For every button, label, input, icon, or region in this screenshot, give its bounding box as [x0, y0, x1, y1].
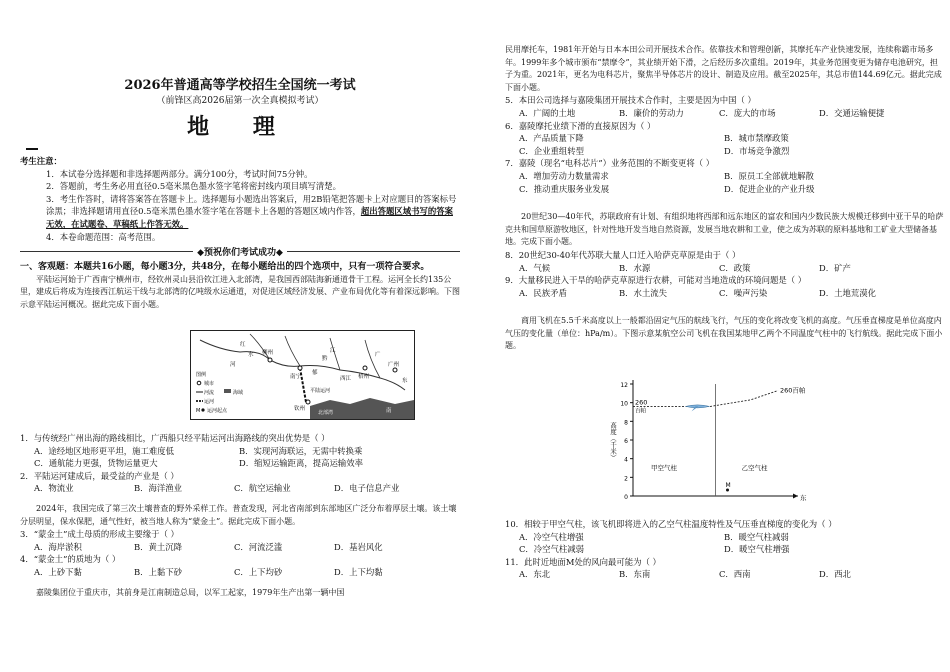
city-dot [268, 358, 272, 362]
map-label: 南 [386, 408, 392, 414]
map-label: 柳州 [262, 350, 274, 356]
map-label: 广州 [388, 362, 400, 368]
y-tick-label: 10 [620, 400, 628, 408]
notice-heading: 考生注意： [20, 156, 62, 166]
passage-1: 平陆运河始于广西南宁横州市，经钦州灵山县沿钦江进入北部湾，是我国西部陆海新通道骨干工程。运河全长约135公里，建成后将成为连接西江航运干线与北部湾的亿吨级水运通道，对促进区域经济发展、产业布局优化等有着深远影响。下图示意平陆运河概况。据此完成下面小题。 [20, 274, 460, 309]
exam-subtitle: （前锋区高2026届第一次全真模拟考试） [156, 96, 324, 106]
option-a[interactable]: A．海岸淤积 [34, 541, 82, 552]
legend-marker: M [196, 408, 201, 414]
city-dot [298, 366, 302, 370]
legend-start-icon [201, 408, 204, 411]
option-d[interactable]: D．促进企业的产业升级 [724, 183, 815, 194]
wish-text: ◆预祝你们考试成功◆ [193, 248, 287, 258]
option-b[interactable]: B．海洋渔业 [134, 483, 183, 494]
option-b[interactable]: B．廉价的劳动力 [619, 107, 684, 118]
passage-2: 2024年，我国完成了第三次土壤普查的野外采样工作。普查发现，河北省南部到东部地区广泛分布着厚层土壤。该土壤分层明显，保水保肥，通气性好，被当地人称为“蒙金土”。据此完成下面小题。 [20, 503, 457, 526]
options-row [505, 531, 945, 544]
x-axis-arrow [793, 494, 798, 499]
option-a[interactable]: A．途经地区地形更平坦，施工难度低 [34, 445, 175, 456]
city-dot [363, 366, 367, 370]
legend-item: 城市 [204, 381, 215, 387]
option-d[interactable]: D．电子信息产业 [334, 483, 400, 494]
pressure-label: 260百帕 [780, 386, 806, 395]
options-row [20, 445, 460, 458]
map-label: 红 [240, 342, 246, 348]
legend-item: 河流 [204, 390, 215, 396]
pressure-unit: 百帕 [635, 408, 647, 415]
question-stem: 8．20世纪30-40年代苏联大量人口迁入哈萨克草原是由于（ ） [505, 249, 741, 260]
question-stem: 3．“蒙金土”成土母质的形成主要缘于（ ） [20, 529, 179, 540]
question-stem: 1．与传统经广州出海的路线相比，广西船只经平陆运河出海路线的突出优势是（ ） [20, 433, 330, 443]
options-row [20, 482, 460, 495]
exam-title: 2026年普通高等学校招生全国统一考试 [124, 78, 356, 93]
options-row [505, 107, 945, 120]
option-b[interactable]: B．水土流失 [619, 287, 668, 298]
map-label: 郁 [312, 370, 318, 376]
option-b[interactable]: B．水源 [619, 262, 651, 273]
section1-block [20, 261, 460, 311]
canal-map [190, 330, 415, 420]
option-d[interactable]: D．缩短运输距离，提高运输效率 [239, 458, 363, 469]
option-c[interactable]: C．西南 [719, 569, 751, 580]
option-d[interactable]: D．市场竞争激烈 [724, 145, 790, 156]
option-d[interactable]: D．土地荒漠化 [819, 287, 876, 298]
options-row [505, 543, 945, 556]
options-row [505, 145, 945, 158]
map-label: 东 [402, 378, 408, 384]
options-row [20, 541, 460, 554]
notice-block [20, 155, 460, 243]
map-label: 梧州 [358, 374, 370, 380]
title-rule [26, 148, 38, 150]
question-stem: 6．嘉陵摩托业绩下滑的直接原因为（ ） [505, 120, 656, 131]
option-b[interactable]: B．上黏下砂 [134, 566, 183, 577]
map-label: 钦州 [294, 406, 306, 412]
option-a[interactable]: A．产品质量下降 [519, 133, 584, 144]
option-d[interactable]: D．西北 [819, 569, 851, 580]
airplane-icon [686, 405, 710, 408]
legend-title: 图例 [196, 372, 207, 378]
map-label: 北部湾 [318, 410, 334, 416]
questions-right-bottom [505, 518, 945, 581]
notice-item: 4．本卷命题范围：高考范围。 [46, 231, 161, 242]
passage-3-start: 嘉陵集团位于重庆市，其前身是江南制造总局，以军工起家，1979年生产出第一辆中国 [36, 587, 345, 597]
question-stem: 5．本田公司选择与嘉陵集团开展技术合作时，主要是因为中国（ ） [505, 95, 756, 106]
option-c[interactable]: C．河流泛滥 [234, 541, 283, 552]
city-dot [393, 368, 397, 372]
option-c[interactable]: C．推动重庆服务业发展 [519, 183, 610, 194]
map-label: 水 [248, 352, 254, 358]
option-a[interactable]: A．上砂下黏 [34, 566, 82, 577]
y-tick-label: 0 [624, 494, 628, 501]
option-c[interactable]: C．上下均砂 [234, 566, 283, 577]
subject-title: 地 理 [187, 114, 293, 140]
option-c[interactable]: C．噪声污染 [719, 287, 768, 298]
passage-5: 商用飞机在5.5千米高度以上一般都沿固定气压的航线飞行，气压的变化将改变飞机的高度。气压垂直梯度是单位高度内气压的变化量（单位：hPa/m）。下图示意某航空公司飞机在我国某地甲乙两个不同温度气柱中的飞行航线。据此完成下面小题。 [505, 316, 943, 351]
passage-3-cont: 民用摩托车，1981年开始与日本本田公司开展技术合作。依靠技术和管理创新，其摩托车产业快速发展，连续称霸市场多年。1999年多个城市颁布“禁摩令”，其业绩开始下滑，之后经历多次重组。2019年，其业务范围变更为储存电池研究，担子为重。2021年，更名为电科芯片，聚焦半导体芯片的设计、制造及应用。截至2025年，其总市值144.69亿元。据此完成下面小题。 [505, 45, 942, 92]
map-label: 黔 [322, 356, 328, 362]
options-row [505, 132, 945, 145]
city-dot [306, 400, 310, 404]
question-stem: 2．平陆运河建成后，最受益的产业是（ ） [20, 470, 179, 481]
map-label: 河 [230, 362, 236, 368]
option-b[interactable]: B．东南 [619, 569, 651, 580]
option-b[interactable]: B．原员工全部就地解散 [724, 170, 814, 181]
y-tick-label: 6 [624, 438, 628, 445]
option-c[interactable]: C．通航能力更强，货物运量更大 [34, 458, 158, 469]
question-stem: 4．“蒙金土”的质地为（ ） [20, 554, 121, 565]
notice-item: 1．本试卷分选择题和非选择题两部分。满分100分，考试时间75分钟。 [46, 168, 313, 179]
y-tick-label: 4 [624, 456, 628, 464]
options-row [20, 457, 460, 470]
y-tick-label: 12 [620, 382, 628, 389]
legend-sea-icon [224, 389, 231, 393]
option-a[interactable]: A．气候 [519, 262, 551, 273]
question-stem: 9．大量移民进入干旱的哈萨克草原进行农耕，可能对当地造成的环境问题是（ ） [505, 275, 807, 286]
option-a[interactable]: A．广阔的土地 [519, 107, 576, 118]
map-label: 西江 [340, 376, 352, 382]
option-d[interactable]: D．矿产 [819, 262, 851, 273]
section1-heading: 一、客观题：本题共16小题，每小题3分，共48分，在每小题给出的四个选项中，只有一项符合要求。 [20, 262, 430, 272]
option-b[interactable]: B．实现河海联运，无需中转换乘 [239, 445, 363, 456]
notice-item-3 [20, 193, 460, 231]
column-label: 甲空气柱 [651, 464, 677, 472]
flight-path-line [633, 391, 778, 407]
pressure-label: 260 [635, 398, 648, 407]
option-d[interactable]: D．暖空气柱增强 [724, 544, 790, 555]
option-c[interactable]: C．政策 [719, 262, 751, 273]
option-b[interactable]: B．暖空气柱减弱 [724, 531, 789, 542]
y-tick-label: 2 [624, 475, 628, 483]
option-a[interactable]: A．民族矛盾 [519, 287, 567, 298]
passage-4: 20世纪30—40年代，苏联政府有计划、有组织地将西部和远东地区的富农和国内少数民族大规模迁移到中亚干旱的哈萨克共和国草原游牧地区，针对性地开发当地自然资源，发展当地农耕和工业，使之成为苏联的原料基地和工矿业大型储备基地。完成下面小题。 [505, 212, 944, 247]
options-row [505, 568, 945, 581]
question-stem: 10．相较于甲空气柱，该飞机即将进入的乙空气柱温度特性及气压垂直梯度的变化为（ ） [505, 519, 837, 529]
option-a[interactable]: A．冷空气柱增强 [519, 531, 584, 542]
option-c[interactable]: C．航空运输业 [234, 483, 291, 494]
questions-right [505, 44, 945, 353]
m-point-label: M [725, 482, 731, 489]
legend-item: 运河起点 [207, 408, 228, 414]
option-a[interactable]: A．东北 [519, 569, 551, 580]
notice-item-text: 3．考生作答时，请将答案答在答题卡上。选择题每小题选出答案后，用2B铅笔把答题卡上对应题目的答案标号涂黑；非选择题请用直径0.5毫米黑色墨水签字笔在答题卡上各题的答题区域内作答， [46, 193, 457, 217]
option-a[interactable]: A．增加劳动力数量需求 [519, 170, 609, 181]
question-stem: 11．此时近地面M处的风向最可能为（ ） [505, 556, 661, 567]
option-c[interactable]: C．冷空气柱减弱 [519, 544, 585, 555]
options-row [505, 287, 945, 300]
legend-item: 运河 [204, 399, 215, 405]
y-tick-label: 8 [624, 419, 628, 427]
notice-item-bold: 超出答题区域书写的答案无效，在试题卷、草稿纸上作答无效。 [46, 206, 453, 229]
question-stem: 7．嘉陵（现名“电科芯片”）业务范围的不断变更将（ ） [505, 158, 715, 169]
option-c[interactable]: C．企业重组转型 [519, 145, 585, 156]
options-row [505, 262, 945, 275]
questions-left [20, 432, 460, 599]
column-label: 乙空气柱 [741, 464, 768, 472]
legend-city-icon [197, 381, 201, 385]
options-row [505, 183, 945, 196]
options-row [505, 170, 945, 183]
wish-banner [20, 245, 460, 258]
flight-altitude-chart [605, 378, 805, 513]
map-label: 平陆运河 [310, 388, 331, 394]
legend-item: 海域 [233, 390, 244, 396]
option-b[interactable]: B．城市禁摩政策 [724, 133, 789, 144]
map-label: 广 [375, 352, 381, 358]
y-axis-label: 高度（千米） [609, 422, 617, 461]
map-label: 南宁 [290, 374, 302, 380]
options-row [20, 566, 460, 579]
option-d[interactable]: D．基岩风化 [334, 541, 383, 552]
option-a[interactable]: A．物流业 [34, 483, 74, 494]
x-axis-direction: 东 [800, 494, 807, 502]
option-d[interactable]: D．上下均黏 [334, 566, 383, 577]
map-label: 江 [330, 348, 336, 354]
option-d[interactable]: D．交通运输便捷 [819, 107, 885, 118]
option-b[interactable]: B．黄土沉降 [134, 541, 183, 552]
option-c[interactable]: C．庞大的市场 [719, 107, 776, 118]
notice-item: 2．答题前，考生务必用直径0.5毫米黑色墨水签字笔将密封线内项目填写清楚。 [46, 181, 342, 192]
